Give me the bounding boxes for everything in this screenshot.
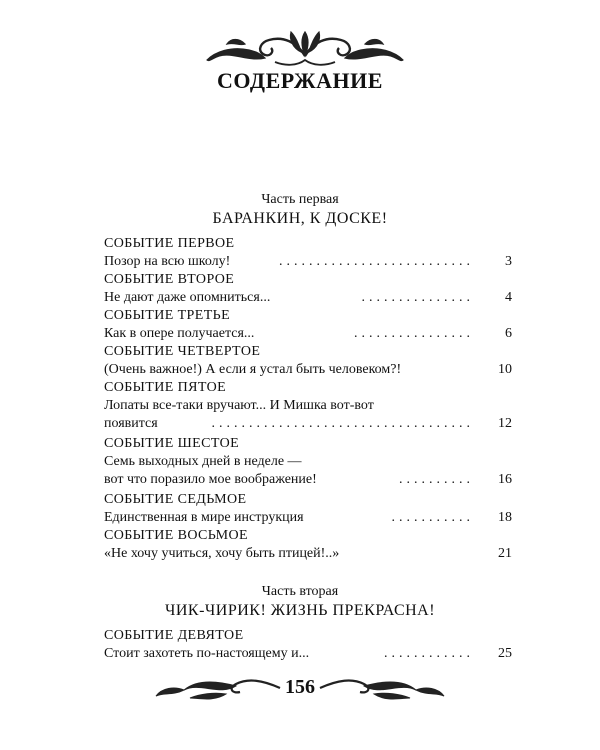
part-one-label: Часть первая xyxy=(261,192,339,207)
toc-entry[interactable] xyxy=(104,416,512,434)
event-heading: СОБЫТИЕ ПЕРВОЕ xyxy=(104,236,235,251)
leader-dots: ................ xyxy=(354,326,474,341)
toc-entry-page: 16 xyxy=(498,472,512,487)
event-heading: СОБЫТИЕ ВТОРОЕ xyxy=(104,272,235,287)
leader-dots: ............... xyxy=(361,290,474,305)
toc-entry-text: Единственная в мире инструкция xyxy=(104,510,304,525)
toc-entry-page: 21 xyxy=(498,546,512,561)
toc-entry-text: Позор на всю школу! xyxy=(104,254,231,269)
toc-entry[interactable] xyxy=(104,472,512,490)
event-heading: СОБЫТИЕ ТРЕТЬЕ xyxy=(104,308,231,323)
leader-dots: ............ xyxy=(384,646,474,661)
event-heading: СОБЫТИЕ ПЯТОЕ xyxy=(104,380,227,395)
event-heading: СОБЫТИЕ ЧЕТВЕРТОЕ xyxy=(104,344,261,359)
toc-entry-page: 18 xyxy=(498,510,512,525)
event-heading: СОБЫТИЕ ВОСЬМОЕ xyxy=(104,528,248,543)
toc-entry[interactable] xyxy=(104,326,512,344)
toc-entry-page: 6 xyxy=(505,326,512,341)
toc-entry-page: 25 xyxy=(498,646,512,661)
event-heading: СОБЫТИЕ ШЕСТОЕ xyxy=(104,436,240,451)
toc-entry-text: Как в опере получается... xyxy=(104,326,255,341)
part-one-title: БАРАНКИН, К ДОСКЕ! xyxy=(212,210,388,227)
leader-dots: .......... xyxy=(399,472,474,487)
event-heading: СОБЫТИЕ СЕДЬМОЕ xyxy=(104,492,247,507)
toc-entry-page: 4 xyxy=(505,290,512,305)
page-title: СОДЕРЖАНИЕ xyxy=(217,68,383,93)
toc-entry-page: 3 xyxy=(505,254,512,269)
toc-entry[interactable] xyxy=(104,254,512,272)
toc-entry-text-line: Лопаты все-таки вручают... И Мишка вот-вот xyxy=(104,398,374,413)
toc-entry-text: вот что поразило мое воображение! xyxy=(104,472,317,487)
toc-entry-text-line: Семь выходных дней в неделе — xyxy=(104,454,302,469)
event-heading: СОБЫТИЕ ДЕВЯТОЕ xyxy=(104,628,244,643)
leader-dots: .......................... xyxy=(279,254,474,269)
part-two-label: Часть вторая xyxy=(261,584,339,599)
toc-entry[interactable] xyxy=(104,510,512,528)
toc-entry[interactable] xyxy=(104,546,512,564)
toc-entry[interactable] xyxy=(104,290,512,308)
toc-entry-text: появится xyxy=(104,416,158,431)
toc-entry[interactable] xyxy=(104,362,512,380)
leader-dots: ................................... xyxy=(211,416,474,431)
toc-entry-text: (Очень важное!) А если я устал быть человеком?! xyxy=(104,362,402,377)
toc-entry-text: «Не хочу учиться, хочу быть птицей!..» xyxy=(104,546,340,561)
toc-entry-page: 10 xyxy=(498,362,512,377)
toc-entry[interactable] xyxy=(104,646,512,664)
toc-entry-page: 12 xyxy=(498,416,512,431)
part-two-title: ЧИК-ЧИРИК! ЖИЗНЬ ПРЕКРАСНА! xyxy=(164,602,436,619)
toc-entry-text: Не дают даже опомниться... xyxy=(104,290,271,305)
page-number: 156 xyxy=(285,676,315,698)
top-ornament-icon xyxy=(205,22,405,70)
toc-entry-text: Стоит захотеть по-настоящему и... xyxy=(104,646,310,661)
leader-dots: ........... xyxy=(391,510,474,525)
